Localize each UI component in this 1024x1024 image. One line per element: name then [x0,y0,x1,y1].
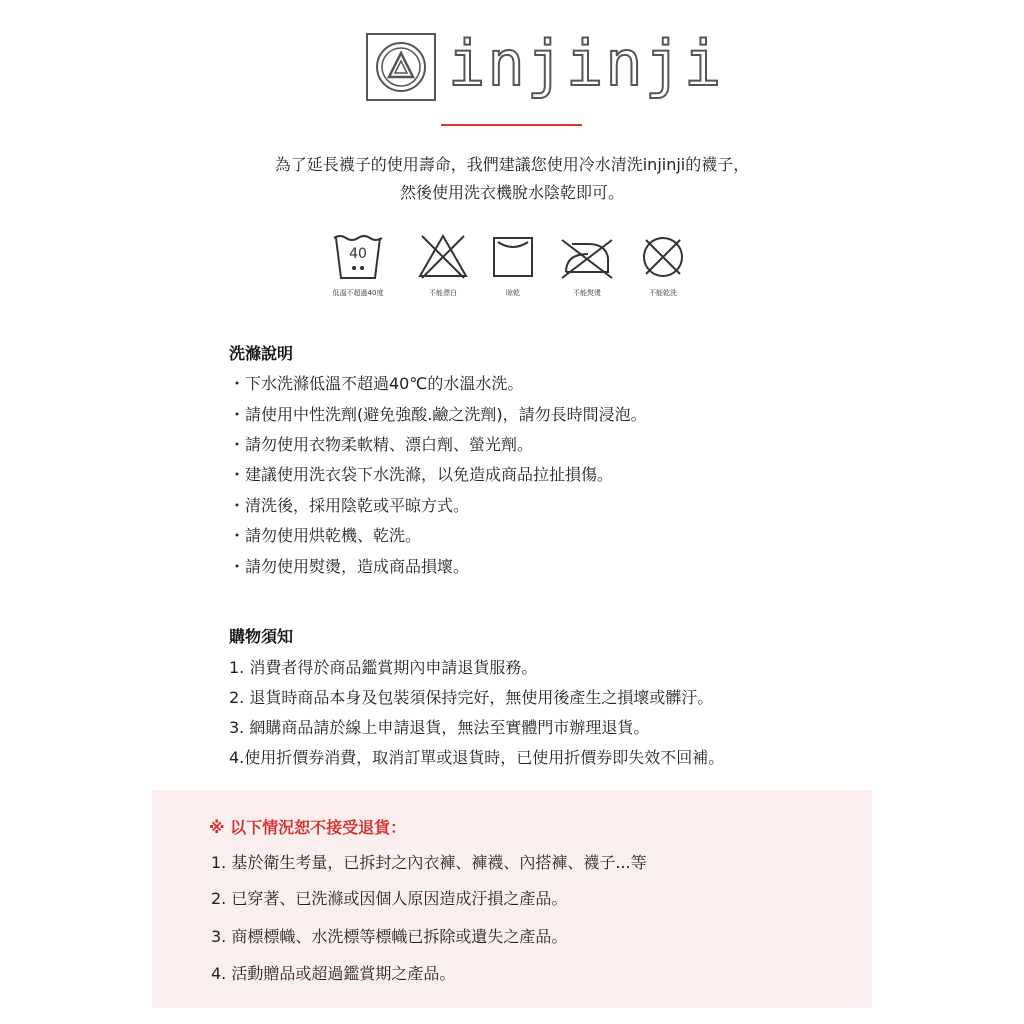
list-item: 1. 消費者得於商品鑑賞期內申請退貨服務。 [229,658,538,677]
line-dry-icon [492,232,534,280]
no-iron-icon [558,232,616,280]
list-item: ・請勿使用衣物柔軟精、漂白劑、螢光劑。 [229,435,534,454]
triangle-logo-icon [368,35,434,99]
list-item: 4. 活動贈品或超過鑑賞期之產品。 [211,964,456,983]
list-item: ・請勿使用熨燙，造成商品損壞。 [229,557,470,576]
list-item: 2. 退貨時商品本身及包裝須保持完好，無使用後產生之損壞或髒汙。 [229,688,714,707]
brand-logo [366,27,724,103]
care-label-no-iron: 不能熨燙 [573,289,601,297]
intro-line-1: 為了延長襪子的使用壽命，我們建議您使用冷水清洗injinji的襪子， [274,155,750,174]
svg-text:40: 40 [349,246,367,262]
notice-title: ※ 以下情況恕不接受退貨： [209,818,407,837]
shopping-title: 購物須知 [229,627,294,646]
list-item: 2. 已穿著、已洗滌或因個人原因造成汙損之產品。 [211,889,568,908]
list-item: ・清洗後，採用陰乾或平晾方式。 [229,496,470,515]
no-tumble-dry-icon [638,232,688,280]
brand-name: injinji [448,27,724,100]
care-label-no-dry: 不能乾洗 [649,289,677,297]
list-item: 3. 商標標幟、水洗標等標幟已拆除或遺失之產品。 [211,927,568,946]
list-item: ・請勿使用烘乾機、乾洗。 [229,526,422,545]
divider [441,124,582,126]
intro-line-2: 然後使用洗衣機脫水陰乾即可。 [399,183,624,202]
list-item: 3. 網購商品請於線上申請退貨，無法至實體門市辦理退貨。 [229,718,650,737]
care-label-line-dry: 晾乾 [506,289,520,297]
care-label-no-bleach: 不能漂白 [429,289,457,297]
washing-title: 洗滌說明 [229,344,294,363]
no-bleach-icon [416,232,470,280]
logo-mark [366,33,436,101]
wash-40-icon [332,232,384,280]
list-item: ・請使用中性洗劑(避免強酸.鹼之洗劑)，請勿長時間浸泡。 [229,405,647,424]
care-label-wash: 低溫不超過40度 [332,289,384,297]
list-item: 4.使用折價券消費，取消訂單或退貨時，已使用折價券即失效不回補。 [229,748,725,767]
list-item: ・建議使用洗衣袋下水洗滌，以免造成商品拉扯損傷。 [229,465,614,484]
list-item: ・下水洗滌低溫不超過40℃的水溫水洗。 [229,374,524,393]
list-item: 1. 基於衛生考量，已拆封之內衣褲、褲襪、內搭褲、襪子...等 [211,853,647,872]
